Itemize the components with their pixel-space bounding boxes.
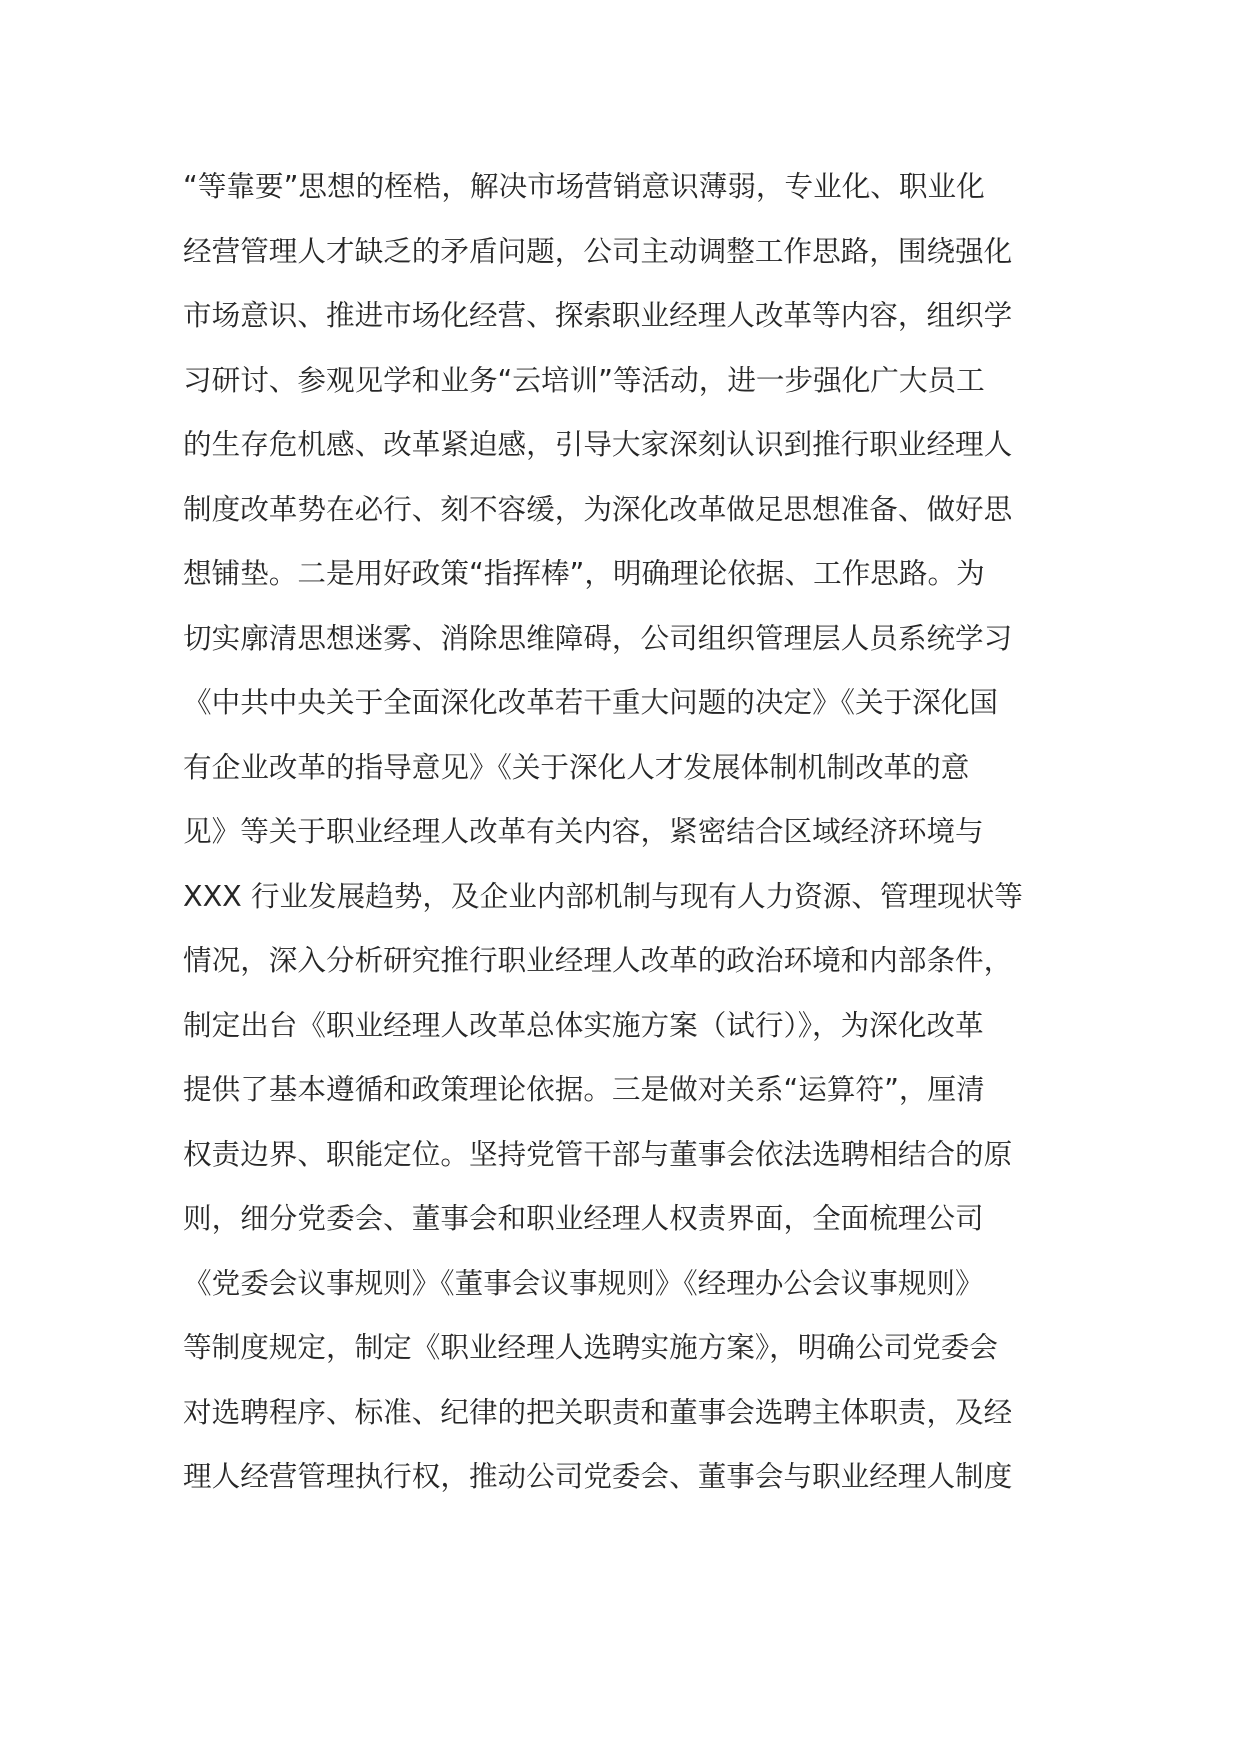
text-line: 情况，深入分析研究推行职业经理人改革的政治环境和内部条件， xyxy=(183,943,1013,977)
text-line: 有企业改革的指导意见》《关于深化人才发展体制机制改革的意 xyxy=(183,749,970,784)
text-line: 提供了基本遵循和政策理论依据。三是做对关系“运算符”，厘清 xyxy=(183,1072,985,1106)
text-line: 的生存危机感、改革紧迫感，引导大家深刻认识到推行职业经理人 xyxy=(183,427,1013,461)
text-line: 制定出台《职业经理人改革总体实施方案（试行）》，为深化改革 xyxy=(183,1007,984,1042)
text-line: 《中共中央关于全面深化改革若干重大问题的决定》《关于深化国 xyxy=(183,685,998,719)
text-line: XXX 行业发展趋势，及企业内部机制与现有人力资源、管理现状等 xyxy=(183,878,1023,913)
text-line: “等靠要”思想的桎梏，解决市场营销意识薄弱，专业化、职业化 xyxy=(183,169,985,203)
text-line: 经营管理人才缺乏的矛盾问题，公司主动调整工作思路，围绕强化 xyxy=(183,233,1013,268)
text-line: 则，细分党委会、董事会和职业经理人权责界面，全面梳理公司 xyxy=(183,1201,984,1235)
body-paragraph xyxy=(183,166,1063,1521)
text-line: 习研讨、参观见学和业务“云培训”等活动，进一步强化广大员工 xyxy=(183,362,985,397)
text-line: 切实廓清思想迷雾、消除思维障碍，公司组织管理层人员系统学习 xyxy=(183,620,1013,655)
text-line: 市场意识、推进市场化经营、探索职业经理人改革等内容，组织学 xyxy=(183,298,1013,332)
text-line: 对选聘程序、标准、纪律的把关职责和董事会选聘主体职责，及经 xyxy=(183,1394,1013,1429)
text-line: 等制度规定，制定《职业经理人选聘实施方案》，明确公司党委会 xyxy=(183,1330,998,1364)
text-line: 权责边界、职能定位。坚持党管干部与董事会依法选聘相结合的原 xyxy=(183,1136,1013,1171)
text-line: 见》等关于职业经理人改革有关内容，紧密结合区域经济环境与 xyxy=(183,814,984,848)
text-line: 理人经营管理执行权，推动公司党委会、董事会与职业经理人制度 xyxy=(183,1459,1013,1493)
text-line: 《党委会议事规则》《董事会议事规则》《经理办公会议事规则》 xyxy=(183,1265,984,1300)
text-line: 制度改革势在必行、刻不容缓，为深化改革做足思想准备、做好思 xyxy=(183,491,1013,526)
text-line: 想铺垫。二是用好政策“指挥棒”，明确理论依据、工作思路。为 xyxy=(183,556,985,590)
